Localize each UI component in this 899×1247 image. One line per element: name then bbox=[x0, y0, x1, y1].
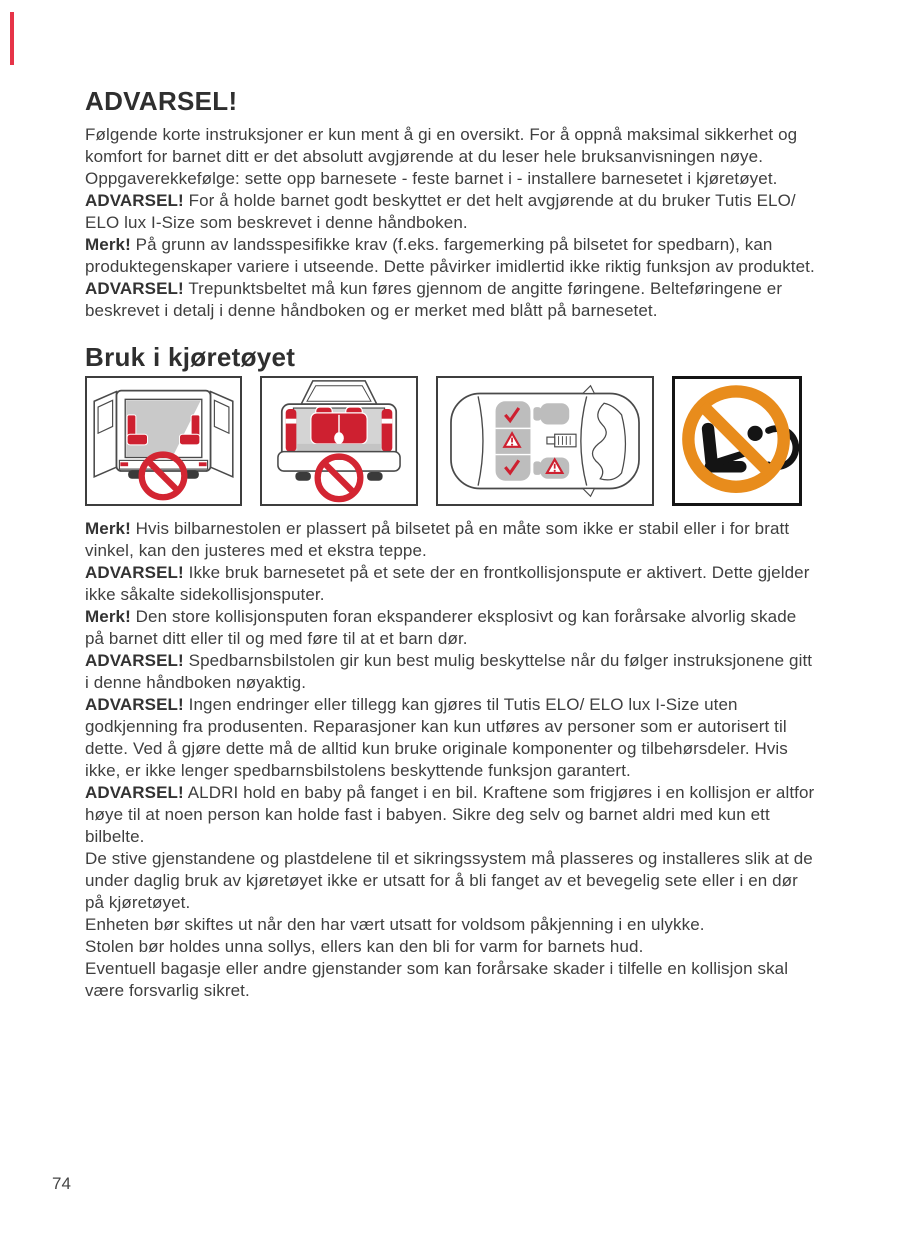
paragraph-text: Ikke bruk barnesetet på et sete der en frontkollisjonspute er aktivert. Dette gjelder ikke såkalte sidekollisjonsputer. bbox=[85, 563, 810, 604]
paragraph-text: De stive gjenstandene og plastdelene til et sikringssystem må plasseres og installeres slik at de under daglig bruk av kjøretøyet ikke er utsatt for å bli fanget av et bevegelig sete eller i en dør på kjøretøyet. bbox=[85, 849, 813, 912]
paragraph bbox=[85, 234, 816, 278]
paragraph-text: Ingen endringer eller tillegg kan gjøres til Tutis ELO/ ELO lux I-Size uten godkjenning fra produsenten. Reparasjoner kan kun utføres av personer som er autorisert til dette. Ved å gjøre dette må de alltid kun bruke originale komponenter og tilbehørsdeler. Hvis ikke, er ikke lenger spedbarnsbilstolens beskyttende funksjon garantert. bbox=[85, 695, 788, 780]
figure-row bbox=[85, 376, 816, 506]
paragraph-text: Stolen bør holdes unna sollys, ellers kan den bli for varm for barnets hud. bbox=[85, 937, 644, 956]
section-title-bruk-i-kjoretoyet: Bruk i kjøretøyet bbox=[85, 342, 296, 372]
paragraph bbox=[85, 958, 816, 1002]
paragraph bbox=[85, 650, 816, 694]
no-rear-facing-seat-with-front-airbag-figure bbox=[672, 376, 802, 506]
paragraph-lead: ADVARSEL! bbox=[85, 695, 184, 714]
car-top-view-icon bbox=[438, 378, 652, 504]
paragraph bbox=[85, 518, 816, 562]
paragraph-lead: ADVARSEL! bbox=[85, 279, 184, 298]
paragraph-text: Følgende korte instruksjoner er kun ment å gi en oversikt. For å oppnå maksimal sikkerhet og komfort for barnet ditt er det absolutt avgjørende at du leser hele bruksanvisningen nøye. bbox=[85, 125, 798, 166]
paragraph-text: ALDRI hold en baby på fanget i en bil. Kraftene som frigjøres i en kollisjon er altfor høye til at noen person kan holde fast i babyen. Sikre deg selv og barnet aldri med kun ett bilbelte. bbox=[85, 783, 815, 846]
paragraph bbox=[85, 606, 816, 650]
page-content bbox=[85, 0, 816, 1002]
no-side-facing-seats-figure bbox=[85, 376, 242, 506]
no-luggage-compartment-seat-figure bbox=[260, 376, 418, 506]
airbag-prohibition-icon bbox=[675, 379, 799, 503]
paragraph-lead: Merk! bbox=[85, 235, 131, 254]
paragraph-lead: ADVARSEL! bbox=[85, 563, 184, 582]
paragraph-text: Oppgaverekkefølge: sette opp barnesete - feste barnet i - installere barnesetet i kjøretøyet. bbox=[85, 169, 778, 188]
paragraph-lead: Merk! bbox=[85, 519, 131, 538]
paragraph bbox=[85, 168, 816, 190]
paragraph-text: Den store kollisjonsputen foran ekspanderer eksplosivt og kan forårsake alvorlig skade på barnet ditt eller til og med føre til at et barn dør. bbox=[85, 607, 797, 648]
paragraph-text: Hvis bilbarnestolen er plassert på bilsetet på en måte som ikke er stabil eller i for bratt vinkel, kan den justeres med et ekstra teppe. bbox=[85, 519, 790, 560]
paragraph bbox=[85, 848, 816, 914]
prohibition-sign-icon bbox=[688, 391, 783, 486]
paragraph-lead: Merk! bbox=[85, 607, 131, 626]
paragraph-text: Spedbarnsbilstolen gir kun best mulig beskyttelse når du følger instruksjonene gitt i denne håndboken nøyaktig. bbox=[85, 651, 813, 692]
paragraph bbox=[85, 562, 816, 606]
paragraph bbox=[85, 694, 816, 782]
paragraph-text: For å holde barnet godt beskyttet er det helt avgjørende at du bruker Tutis ELO/ ELO lux I-Size som beskrevet i denne håndboken. bbox=[85, 191, 796, 232]
section-title-advarsel: ADVARSEL! bbox=[85, 86, 238, 116]
paragraph-text: På grunn av landsspesifikke krav (f.eks. fargemerking på bilsetet for spedbarn), kan produktegenskaper variere i utseende. Dette påvirker imidlertid ikke riktig funksjon av produktet. bbox=[85, 235, 815, 276]
side-mirror bbox=[583, 386, 595, 394]
side-mirror bbox=[583, 488, 595, 496]
paragraph-lead: ADVARSEL! bbox=[85, 191, 184, 210]
paragraph-lead: ADVARSEL! bbox=[85, 783, 184, 802]
paragraph-text: Eventuell bagasje eller andre gjenstander som kan forårsake skader i tilfelle en kollisjon skal være forsvarlig sikret. bbox=[85, 959, 789, 1000]
red-edge-marker bbox=[10, 12, 14, 65]
paragraph bbox=[85, 936, 816, 958]
approved-seating-positions-top-view-figure bbox=[436, 376, 654, 506]
paragraph bbox=[85, 278, 816, 322]
paragraph-lead: ADVARSEL! bbox=[85, 651, 184, 670]
paragraph bbox=[85, 190, 816, 234]
paragraph bbox=[85, 124, 816, 168]
paragraph-text: Enheten bør skiftes ut når den har vært utsatt for voldsom påkjenning i en ulykke. bbox=[85, 915, 705, 934]
paragraph bbox=[85, 782, 816, 848]
paragraph-text: Trepunktsbeltet må kun føres gjennom de angitte føringene. Belteføringene er beskrevet i detalj i denne håndboken og er merket med blått på barnesetet. bbox=[85, 279, 783, 320]
paragraph bbox=[85, 914, 816, 936]
hatchback-open-tailgate-icon bbox=[262, 378, 416, 504]
page-number: 74 bbox=[52, 1174, 71, 1193]
van-rear-open-doors-icon bbox=[87, 378, 240, 504]
